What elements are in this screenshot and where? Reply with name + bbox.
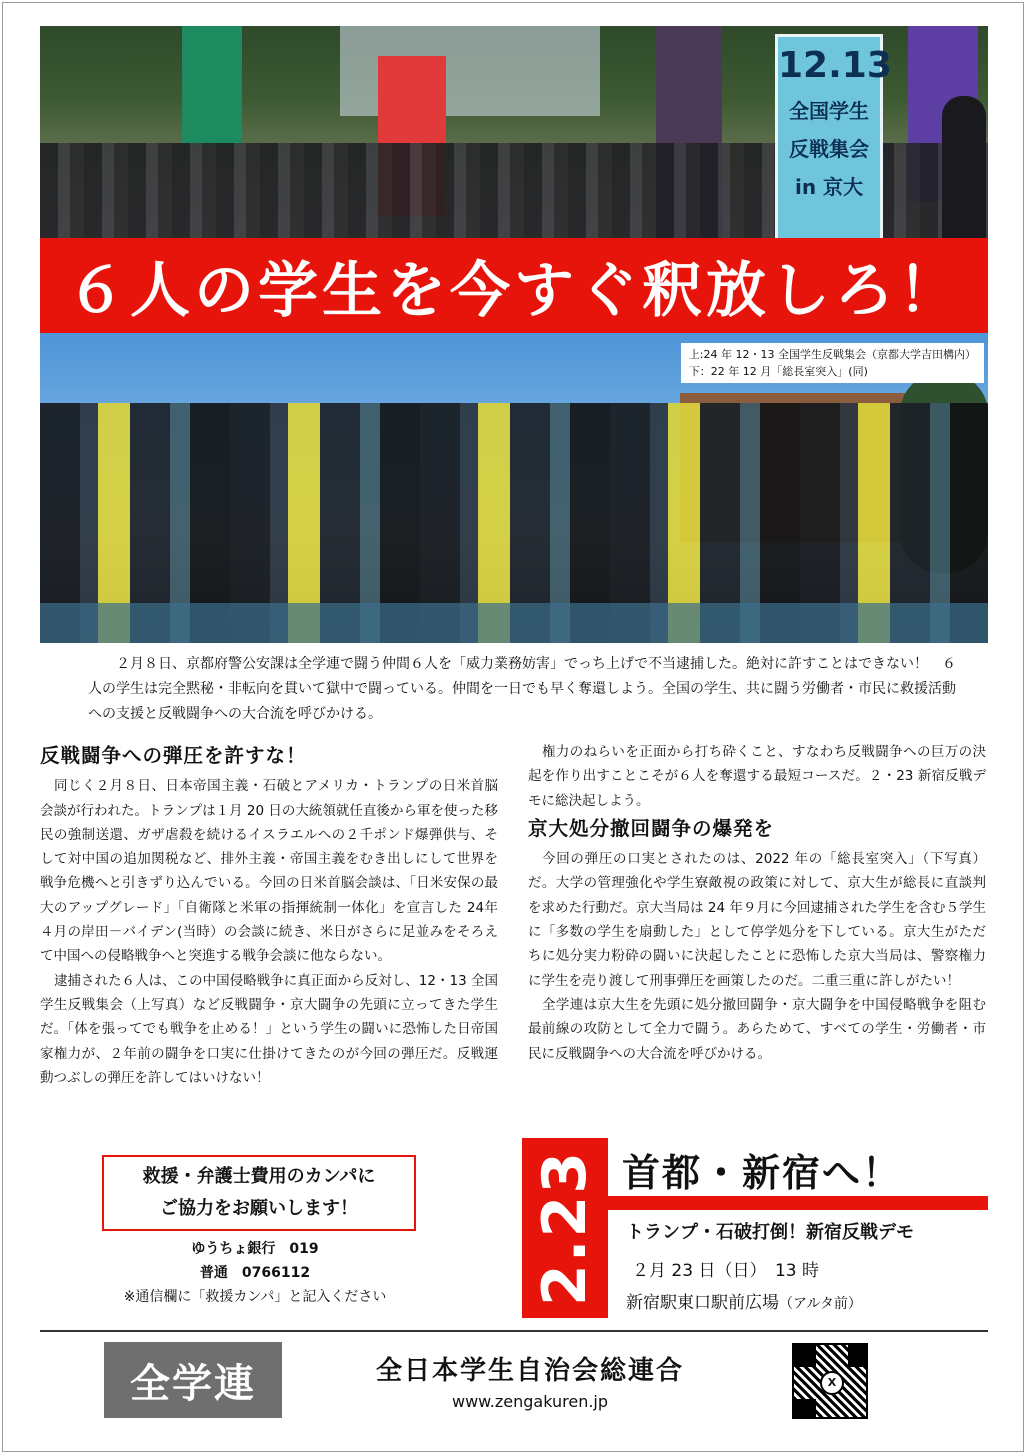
rally-sign-date: 12.13 [778, 45, 892, 86]
org-url-link[interactable]: www.zengakuren.jp [451, 1392, 609, 1411]
rally-sign-line3: 反戦集会 [789, 137, 869, 161]
right-paragraph-1: 権力のねらいを正面から打ち砕くこと、すなわち反戦闘争への巨万の決起を作り出すことこそが６人を奪還する最短コースだ。２・23 新宿反戦デモに総決起しよう。 [528, 744, 986, 809]
event-title: 首都・新宿へ！ [622, 1151, 903, 1195]
donation-box [90, 1155, 420, 1309]
right-paragraph-2: 今回の弾圧の口実とされたのは、2022 年の「総長室突入」（下写真）だ。大学の管理強化や学生寮敵視の政策に対して、京大生が総長に直談判を求めた行動だ。京大当局は 24 年９月に今回逮捕された学生を含む５学生に「多数の学生を扇動した」として停学処分を下している。京大生がただちに処分実力粉砕の闘いに決起したことに恐怖した京大当局は、警察権力に学生を売り渡して刑事弾圧を画策したのだ。二重三重に許しがたい！ [528, 851, 986, 989]
bank-note: ※通信欄に「救援カンパ」と記入ください [123, 1289, 387, 1305]
right-heading: 京大処分撤回闘争の爆発を [528, 816, 775, 840]
photo-caption [681, 343, 984, 383]
event-title-underline [608, 1196, 988, 1210]
rally-sign [775, 34, 892, 238]
green-flag [182, 26, 242, 146]
right-column [528, 740, 986, 1066]
donation-line-1: 救援・弁護士費用のカンパに [142, 1166, 376, 1187]
zengakuren-logo: 全学連 [104, 1342, 282, 1418]
left-paragraph-2: 逮捕された６人は、この中国侵略戦争に真正面から反対し、12・13 全国学生反戦集会（上写真）など反戦闘争・京大闘争の先頭に立ってきた学生だ。「体を張ってでも戦争を止める！」という学生の闘いに恐怖した日帝国家権力が、２年前の闘争を口実に仕掛けてきたのが今回の弾圧だ。反戦運動つぶしの弾圧を許してはいけない！ [40, 972, 498, 1086]
right-paragraph-3: 全学連は京大生を先頭に処分撤回闘争・京大闘争を中国侵略戦争を阻む最前線の攻防として全力で闘う。あらためて、すべての学生・労働者・市民に反戦闘争への大合流を呼びかける。 [528, 996, 986, 1062]
lead-text: ２月８日、京都府警公安課は全学連で闘う仲間６人を「威力業務妨害」でっち上げで不当逮捕した。絶対に許すことはできない！ ６人の学生は完全黙秘・非転向を貫いて獄中で闘っている。仲間を一日でも早く奪還しよう。全国の学生、共に闘う労働者・市民に救援活動への支援と反戦闘争への大合流を呼びかける。 [88, 656, 956, 722]
left-heading: 反戦闘争への弾圧を許すな！ [40, 744, 307, 767]
event-when: ２月 23 日（日） 13 時 [632, 1261, 819, 1281]
rally-sign-line2: 全国学生 [789, 99, 869, 123]
event-location: 新宿駅東口駅前広場 [626, 1293, 779, 1313]
bank-info [90, 1237, 420, 1309]
donation-ribbon [102, 1155, 416, 1231]
march-photo [40, 333, 988, 643]
road [40, 603, 988, 643]
headline: ６人の学生を今すぐ釈放しろ！ [66, 255, 962, 326]
footer-divider [40, 1330, 988, 1332]
org-name: 全日本学生自治会総連合 [375, 1356, 684, 1386]
left-column [40, 740, 498, 1090]
event-date-block [522, 1138, 608, 1318]
bank-line-1: ゆうちょ銀行 019 [191, 1241, 319, 1257]
headline-band [40, 238, 988, 333]
lead-paragraph [88, 652, 968, 727]
rally-sign-line4: in 京大 [794, 175, 864, 199]
event-location-note: （アルタ前） [779, 1296, 862, 1312]
event-date: 2.23 [530, 1149, 601, 1307]
donation-line-2: ご協力をお願いします！ [160, 1198, 358, 1219]
caption-line-2: 下：22 年 12 月「総長室突入」(同) [688, 365, 868, 378]
event-subtitle: トランプ・石破打倒！新宿反戦デモ [626, 1222, 914, 1243]
bank-line-2: 普通 0766112 [199, 1265, 311, 1281]
left-paragraph-1: 同じく２月８日、日本帝国主義・石破とアメリカ・トランプの日米首脳会談が行われた。トランプは１月 20 日の大統領就任直後から軍を使った移民の強制送還、ガザ虐殺を続けるイスラエルへの２千ポンド爆弾供与、そして対中国の追加関税など、排外主義・帝国主義をむき出しにして世界を戦争危機へと引きずり込んでいる。今回の日米首脳会談は、「日米安保の最大のアップグレード」「自衛隊と米軍の指揮統制一体化」を宣言した 24年４月の岸田－バイデン(当時）の会談に続き、米日がさらに足並みをそろえて中国への侵略戦争へと突進する戦争会談に他ならない。 [40, 778, 498, 965]
speaker-figure [942, 96, 986, 238]
event-where [626, 1288, 862, 1313]
event-box [522, 1138, 988, 1318]
x-logo-icon: X [820, 1371, 844, 1395]
caption-line-1: 上:24 年 12・13 全国学生反戦集会（京都大学吉田構内） [688, 348, 976, 361]
rally-photo [40, 26, 988, 238]
